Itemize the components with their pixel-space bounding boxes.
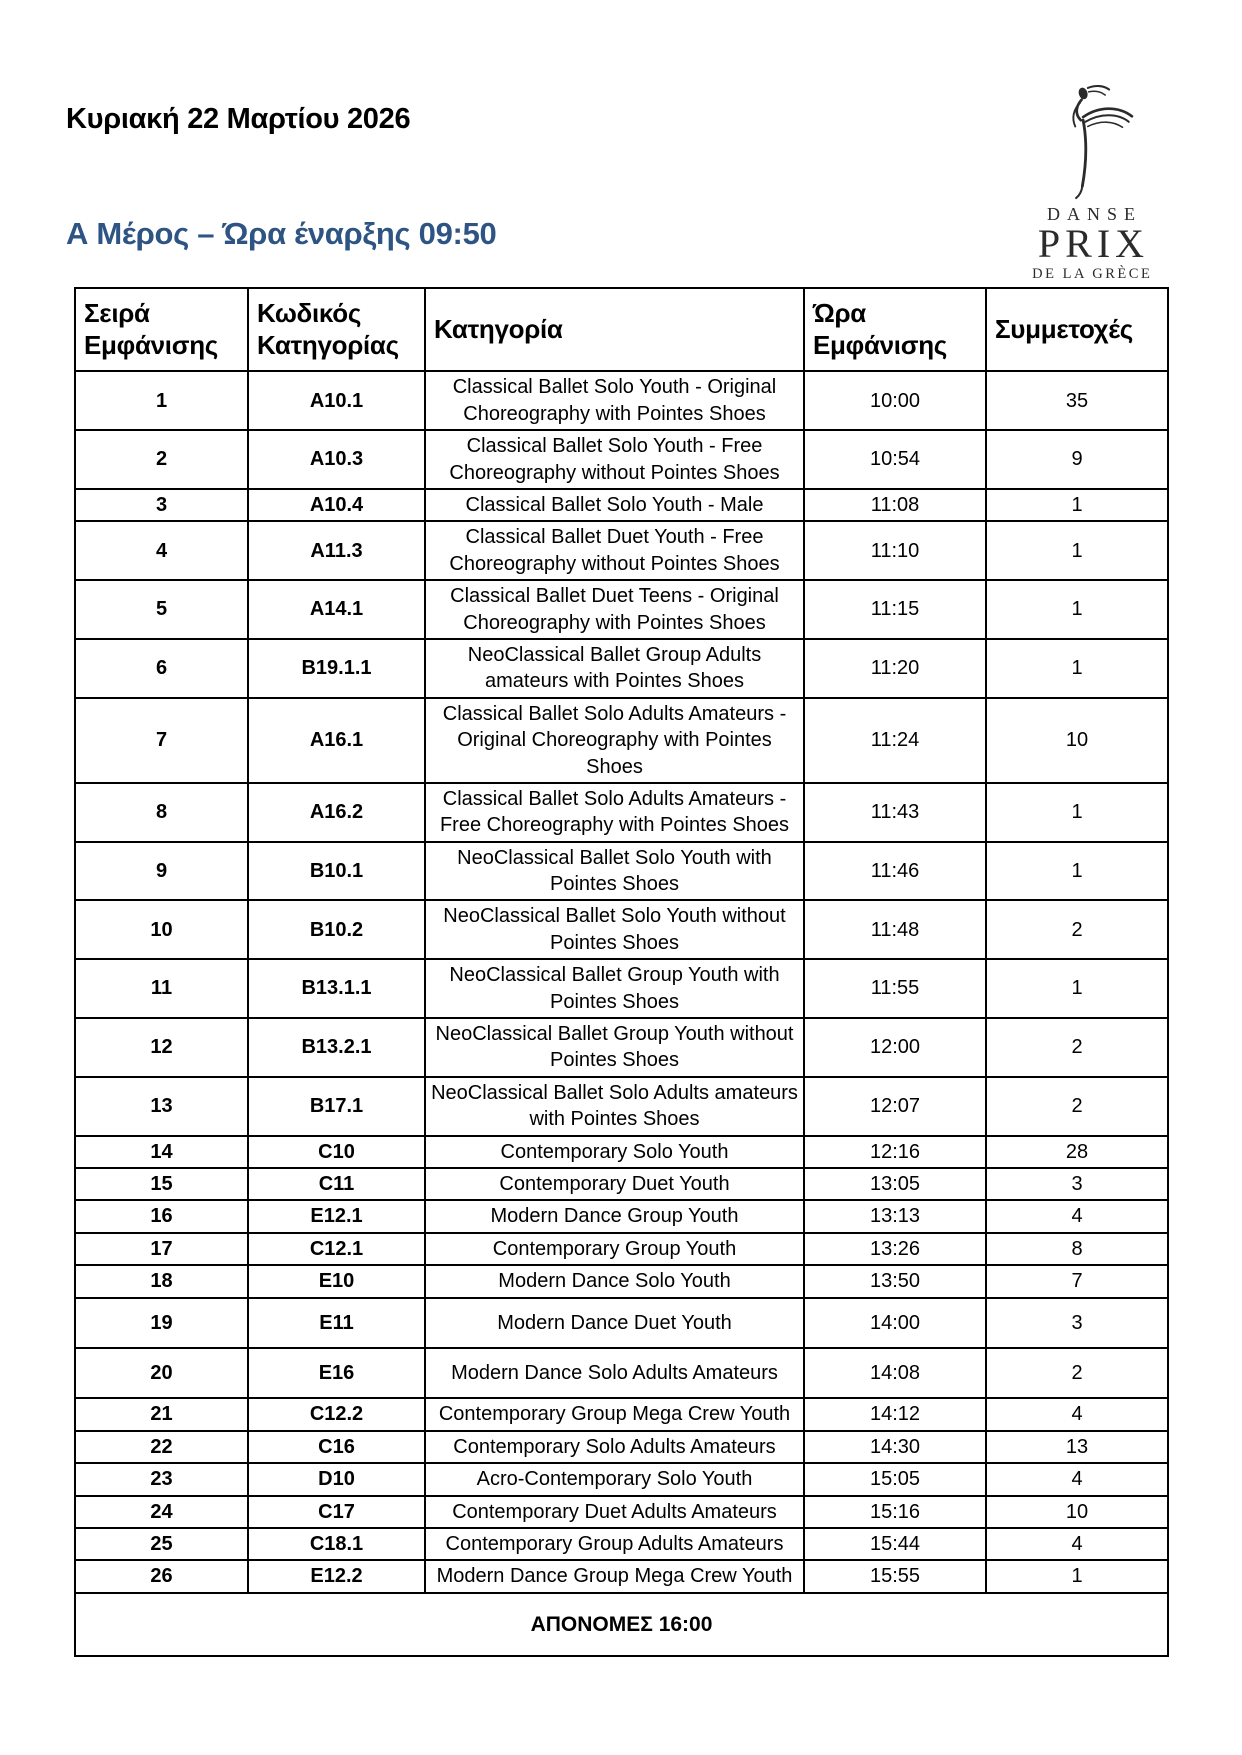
cell-time: 13:05 bbox=[804, 1168, 986, 1200]
cell-time: 11:55 bbox=[804, 959, 986, 1018]
cell-order: 21 bbox=[75, 1398, 248, 1430]
cell-code: C16 bbox=[248, 1431, 425, 1463]
section-title: Α Μέρος – Ώρα έναρξης 09:50 bbox=[66, 216, 497, 251]
cell-code: A10.4 bbox=[248, 489, 425, 521]
logo-text-grece: DE LA GRÈCE bbox=[1032, 266, 1153, 282]
cell-category: Classical Ballet Solo Adults Amateurs - Free Choreography with Pointes Shoes bbox=[425, 783, 804, 842]
cell-time: 15:55 bbox=[804, 1560, 986, 1592]
cell-category: Contemporary Group Youth bbox=[425, 1233, 804, 1265]
cell-time: 11:43 bbox=[804, 783, 986, 842]
cell-category: Modern Dance Group Youth bbox=[425, 1200, 804, 1232]
cell-entries: 2 bbox=[986, 1018, 1168, 1077]
cell-order: 11 bbox=[75, 959, 248, 1018]
cell-time: 15:44 bbox=[804, 1528, 986, 1560]
table-header-row bbox=[75, 288, 1168, 371]
cell-order: 16 bbox=[75, 1200, 248, 1232]
cell-time: 13:13 bbox=[804, 1200, 986, 1232]
cell-category: Modern Dance Group Mega Crew Youth bbox=[425, 1560, 804, 1592]
cell-category: NeoClassical Ballet Solo Adults amateurs with Pointes Shoes bbox=[425, 1077, 804, 1136]
table-row bbox=[75, 1077, 1168, 1136]
cell-time: 11:08 bbox=[804, 489, 986, 521]
cell-order: 18 bbox=[75, 1265, 248, 1297]
cell-code: A14.1 bbox=[248, 580, 425, 639]
cell-order: 24 bbox=[75, 1496, 248, 1528]
cell-time: 11:48 bbox=[804, 900, 986, 959]
schedule-table-body bbox=[75, 371, 1168, 1592]
cell-category: Contemporary Duet Youth bbox=[425, 1168, 804, 1200]
cell-time: 12:16 bbox=[804, 1136, 986, 1168]
cell-time: 11:10 bbox=[804, 521, 986, 580]
cell-entries: 2 bbox=[986, 900, 1168, 959]
cell-order: 9 bbox=[75, 842, 248, 901]
cell-category: NeoClassical Ballet Solo Youth with Pointes Shoes bbox=[425, 842, 804, 901]
cell-category: Classical Ballet Duet Youth - Free Choreography without Pointes Shoes bbox=[425, 521, 804, 580]
table-row bbox=[75, 521, 1168, 580]
cell-code: E10 bbox=[248, 1265, 425, 1297]
danse-prix-logo bbox=[1002, 84, 1180, 283]
table-row bbox=[75, 900, 1168, 959]
cell-time: 15:05 bbox=[804, 1463, 986, 1495]
cell-category: Modern Dance Duet Youth bbox=[425, 1298, 804, 1348]
cell-code: A10.1 bbox=[248, 371, 425, 430]
cell-code: D10 bbox=[248, 1463, 425, 1495]
cell-category: NeoClassical Ballet Group Adults amateurs with Pointes Shoes bbox=[425, 639, 804, 698]
cell-order: 12 bbox=[75, 1018, 248, 1077]
cell-time: 11:24 bbox=[804, 698, 986, 783]
cell-order: 10 bbox=[75, 900, 248, 959]
column-header-category: Κατηγορία bbox=[425, 288, 804, 371]
cell-category: Modern Dance Solo Adults Amateurs bbox=[425, 1348, 804, 1398]
cell-entries: 4 bbox=[986, 1528, 1168, 1560]
cell-code: B17.1 bbox=[248, 1077, 425, 1136]
cell-order: 14 bbox=[75, 1136, 248, 1168]
cell-order: 6 bbox=[75, 639, 248, 698]
cell-category: NeoClassical Ballet Group Youth without Pointes Shoes bbox=[425, 1018, 804, 1077]
cell-entries: 1 bbox=[986, 842, 1168, 901]
cell-code: C12.2 bbox=[248, 1398, 425, 1430]
cell-category: Classical Ballet Solo Adults Amateurs - Original Choreography with Pointes Shoes bbox=[425, 698, 804, 783]
cell-category: Contemporary Group Adults Amateurs bbox=[425, 1528, 804, 1560]
cell-entries: 7 bbox=[986, 1265, 1168, 1297]
cell-order: 20 bbox=[75, 1348, 248, 1398]
table-row bbox=[75, 1018, 1168, 1077]
cell-entries: 2 bbox=[986, 1077, 1168, 1136]
table-row bbox=[75, 1200, 1168, 1232]
page-title: Κυριακή 22 Μαρτίου 2026 bbox=[66, 103, 411, 135]
table-row bbox=[75, 371, 1168, 430]
cell-order: 19 bbox=[75, 1298, 248, 1348]
cell-entries: 8 bbox=[986, 1233, 1168, 1265]
table-row bbox=[75, 1265, 1168, 1297]
cell-order: 13 bbox=[75, 1077, 248, 1136]
table-row bbox=[75, 430, 1168, 489]
cell-code: C10 bbox=[248, 1136, 425, 1168]
cell-order: 17 bbox=[75, 1233, 248, 1265]
cell-entries: 4 bbox=[986, 1463, 1168, 1495]
cell-category: Contemporary Solo Adults Amateurs bbox=[425, 1431, 804, 1463]
cell-code: A16.2 bbox=[248, 783, 425, 842]
cell-code: E12.1 bbox=[248, 1200, 425, 1232]
cell-time: 14:08 bbox=[804, 1348, 986, 1398]
cell-order: 22 bbox=[75, 1431, 248, 1463]
table-row bbox=[75, 1168, 1168, 1200]
table-row bbox=[75, 1560, 1168, 1592]
cell-time: 13:50 bbox=[804, 1265, 986, 1297]
cell-order: 4 bbox=[75, 521, 248, 580]
cell-time: 15:16 bbox=[804, 1496, 986, 1528]
table-row bbox=[75, 1398, 1168, 1430]
table-row bbox=[75, 783, 1168, 842]
cell-order: 8 bbox=[75, 783, 248, 842]
cell-time: 13:26 bbox=[804, 1233, 986, 1265]
cell-order: 26 bbox=[75, 1560, 248, 1592]
cell-code: B13.1.1 bbox=[248, 959, 425, 1018]
cell-entries: 2 bbox=[986, 1348, 1168, 1398]
cell-order: 25 bbox=[75, 1528, 248, 1560]
table-row bbox=[75, 1528, 1168, 1560]
table-row bbox=[75, 1233, 1168, 1265]
cell-time: 14:30 bbox=[804, 1431, 986, 1463]
cell-time: 14:00 bbox=[804, 1298, 986, 1348]
cell-code: A11.3 bbox=[248, 521, 425, 580]
cell-time: 10:00 bbox=[804, 371, 986, 430]
schedule-table bbox=[74, 287, 1169, 1657]
cell-code: E12.2 bbox=[248, 1560, 425, 1592]
cell-order: 3 bbox=[75, 489, 248, 521]
cell-entries: 4 bbox=[986, 1200, 1168, 1232]
cell-time: 11:46 bbox=[804, 842, 986, 901]
awards-ceremony-note: ΑΠΟΝΟΜΕΣ 16:00 bbox=[75, 1593, 1168, 1657]
cell-entries: 35 bbox=[986, 371, 1168, 430]
column-header-entries: Συμμετοχές bbox=[986, 288, 1168, 371]
cell-order: 7 bbox=[75, 698, 248, 783]
cell-time: 12:00 bbox=[804, 1018, 986, 1077]
cell-category: Classical Ballet Duet Teens - Original Choreography with Pointes Shoes bbox=[425, 580, 804, 639]
cell-code: B19.1.1 bbox=[248, 639, 425, 698]
table-row bbox=[75, 1431, 1168, 1463]
cell-order: 5 bbox=[75, 580, 248, 639]
ballet-dancer-icon bbox=[1002, 84, 1180, 202]
cell-code: A10.3 bbox=[248, 430, 425, 489]
cell-entries: 1 bbox=[986, 1560, 1168, 1592]
cell-category: Modern Dance Solo Youth bbox=[425, 1265, 804, 1297]
cell-order: 1 bbox=[75, 371, 248, 430]
table-footer-row bbox=[75, 1593, 1168, 1657]
table-row bbox=[75, 959, 1168, 1018]
column-header-code: Κωδικός Κατηγορίας bbox=[248, 288, 425, 371]
cell-category: Contemporary Duet Adults Amateurs bbox=[425, 1496, 804, 1528]
table-row bbox=[75, 639, 1168, 698]
cell-category: NeoClassical Ballet Solo Youth without Pointes Shoes bbox=[425, 900, 804, 959]
cell-entries: 1 bbox=[986, 489, 1168, 521]
cell-entries: 1 bbox=[986, 580, 1168, 639]
cell-code: E16 bbox=[248, 1348, 425, 1398]
cell-entries: 4 bbox=[986, 1398, 1168, 1430]
cell-code: B13.2.1 bbox=[248, 1018, 425, 1077]
table-row bbox=[75, 698, 1168, 783]
table-row bbox=[75, 489, 1168, 521]
cell-category: Acro-Contemporary Solo Youth bbox=[425, 1463, 804, 1495]
cell-order: 15 bbox=[75, 1168, 248, 1200]
table-row bbox=[75, 580, 1168, 639]
cell-entries: 28 bbox=[986, 1136, 1168, 1168]
cell-code: C18.1 bbox=[248, 1528, 425, 1560]
cell-code: E11 bbox=[248, 1298, 425, 1348]
table-row bbox=[75, 1496, 1168, 1528]
cell-time: 10:54 bbox=[804, 430, 986, 489]
cell-code: C17 bbox=[248, 1496, 425, 1528]
cell-time: 12:07 bbox=[804, 1077, 986, 1136]
cell-entries: 3 bbox=[986, 1298, 1168, 1348]
logo-text-danse: DANSE bbox=[1046, 204, 1142, 224]
cell-entries: 9 bbox=[986, 430, 1168, 489]
cell-code: A16.1 bbox=[248, 698, 425, 783]
cell-entries: 1 bbox=[986, 521, 1168, 580]
cell-code: C12.1 bbox=[248, 1233, 425, 1265]
table-row bbox=[75, 1463, 1168, 1495]
cell-time: 11:15 bbox=[804, 580, 986, 639]
column-header-order: Σειρά Εμφάνισης bbox=[75, 288, 248, 371]
cell-entries: 10 bbox=[986, 1496, 1168, 1528]
cell-category: Classical Ballet Solo Youth - Male bbox=[425, 489, 804, 521]
cell-entries: 1 bbox=[986, 639, 1168, 698]
table-row bbox=[75, 1348, 1168, 1398]
cell-entries: 1 bbox=[986, 959, 1168, 1018]
cell-code: B10.2 bbox=[248, 900, 425, 959]
logo-text-prix: PRIX bbox=[1037, 221, 1150, 266]
cell-time: 14:12 bbox=[804, 1398, 986, 1430]
cell-order: 2 bbox=[75, 430, 248, 489]
cell-category: Contemporary Solo Youth bbox=[425, 1136, 804, 1168]
cell-entries: 10 bbox=[986, 698, 1168, 783]
cell-time: 11:20 bbox=[804, 639, 986, 698]
table-row bbox=[75, 842, 1168, 901]
cell-category: NeoClassical Ballet Group Youth with Pointes Shoes bbox=[425, 959, 804, 1018]
cell-code: C11 bbox=[248, 1168, 425, 1200]
column-header-time: Ώρα Εμφάνισης bbox=[804, 288, 986, 371]
cell-order: 23 bbox=[75, 1463, 248, 1495]
cell-code: B10.1 bbox=[248, 842, 425, 901]
cell-entries: 1 bbox=[986, 783, 1168, 842]
table-row bbox=[75, 1136, 1168, 1168]
cell-entries: 13 bbox=[986, 1431, 1168, 1463]
cell-entries: 3 bbox=[986, 1168, 1168, 1200]
cell-category: Classical Ballet Solo Youth - Original Choreography with Pointes Shoes bbox=[425, 371, 804, 430]
table-row bbox=[75, 1298, 1168, 1348]
cell-category: Contemporary Group Mega Crew Youth bbox=[425, 1398, 804, 1430]
cell-category: Classical Ballet Solo Youth - Free Choreography without Pointes Shoes bbox=[425, 430, 804, 489]
